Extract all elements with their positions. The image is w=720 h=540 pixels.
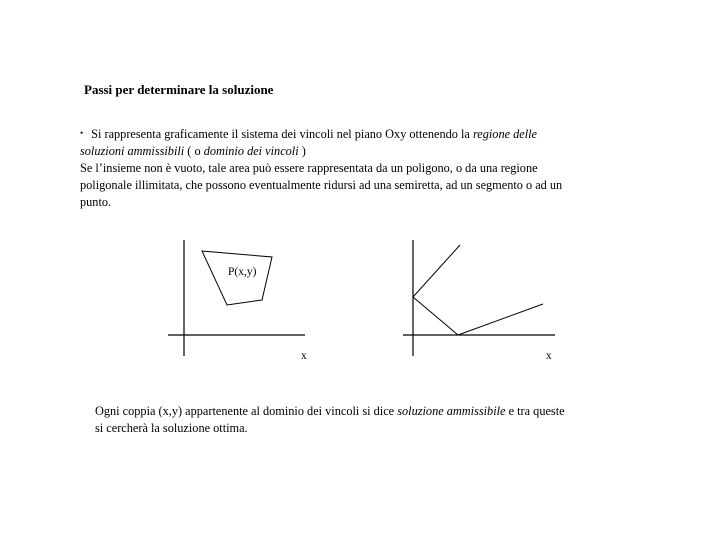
intro-text-2a: ( o: [187, 144, 201, 158]
right-x-label: x: [546, 350, 552, 362]
figure-unbounded-region: [403, 240, 555, 362]
term-regione: regione delle: [472, 127, 538, 141]
caption-line-2: si cercherà la soluzione ottima.: [95, 421, 248, 435]
page-title: Passi per determinare la soluzione: [84, 82, 274, 97]
boundary-line-3: [458, 304, 543, 335]
term-soluzioni: soluzioni ammissibili: [80, 144, 185, 158]
intro-line-5: punto.: [80, 195, 112, 209]
caption-text-a: Ogni coppia (x,y) appartenente al dominio dei vincoli si dice: [95, 404, 395, 418]
intro-text-1: Si rappresenta graficamente il sistema dei vincoli nel piano Oxy ottenendo la: [91, 127, 470, 141]
intro-text-2b: ): [301, 144, 306, 158]
point-label: P(x,y): [228, 266, 257, 278]
intro-line-3: Se l’insieme non è vuoto, tale area può essere rappresentata da un poligono, o da una regione: [80, 161, 538, 175]
term-soluzione-ammissibile: soluzione ammissibile: [397, 404, 506, 418]
feasible-polygon: [202, 251, 272, 305]
left-x-label: x: [301, 350, 307, 362]
caption-line-1: [95, 403, 655, 420]
bullet-icon: •: [80, 128, 84, 138]
term-dominio: dominio dei vincoli: [203, 144, 299, 158]
intro-line-4: poligonale illimitata, che possono eventualmente ridursi ad una semiretta, ad un segmento o ad un: [80, 178, 563, 192]
boundary-line-1: [413, 245, 460, 297]
boundary-line-2: [413, 297, 458, 335]
caption-text-b: e tra queste: [508, 404, 565, 418]
caption-paragraph: [95, 403, 655, 437]
figure-polygon-region: [168, 240, 307, 362]
